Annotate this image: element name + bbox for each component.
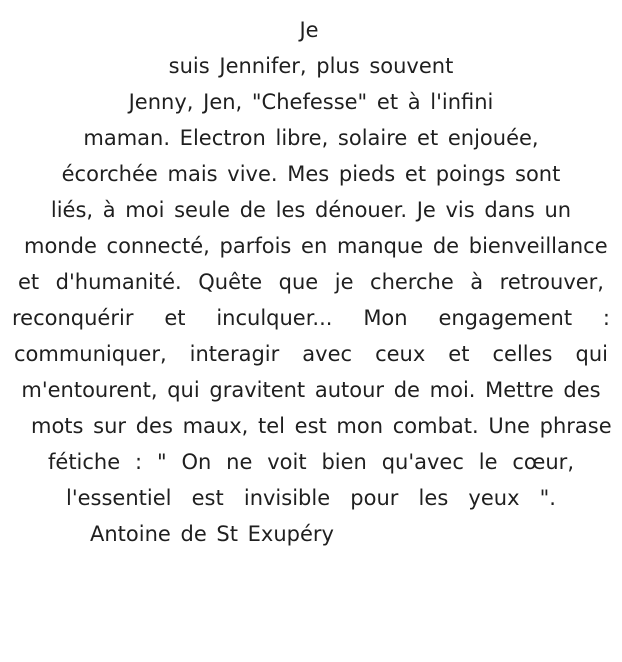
text-line: m'entourent, qui gravitent autour de moi. Mettre des [21, 378, 601, 402]
quote-author: Antoine de St Exupéry [90, 522, 334, 546]
text-line: l'essentiel est invisible pour les yeux ". [66, 486, 556, 510]
text-line: mots sur des maux, tel est mon combat. Une phrase [31, 414, 612, 438]
text-line: fétiche : " On ne voit bien qu'avec le cœur, [48, 450, 574, 474]
text-line: Jenny, Jen, "Chefesse" et à l'infini [128, 90, 494, 114]
text-line: et d'humanité. Quête que je cherche à retrouver, [18, 270, 604, 294]
text-line: communiquer, interagir avec ceux et celles qui [14, 342, 608, 366]
text-line: Je [299, 18, 319, 42]
text-line: maman. Electron libre, solaire et enjouée, [83, 126, 539, 150]
text-line: suis Jennifer, plus souvent [168, 54, 454, 78]
text-line: liés, à moi seule de les dénouer. Je vis dans un [50, 198, 572, 222]
text-line: monde connecté, parfois en manque de bienveillance [24, 234, 608, 258]
text-line: écorchée mais vive. Mes pieds et poings sont [61, 162, 561, 186]
text-line: reconquérir et inculquer... Mon engagement : [12, 306, 610, 330]
